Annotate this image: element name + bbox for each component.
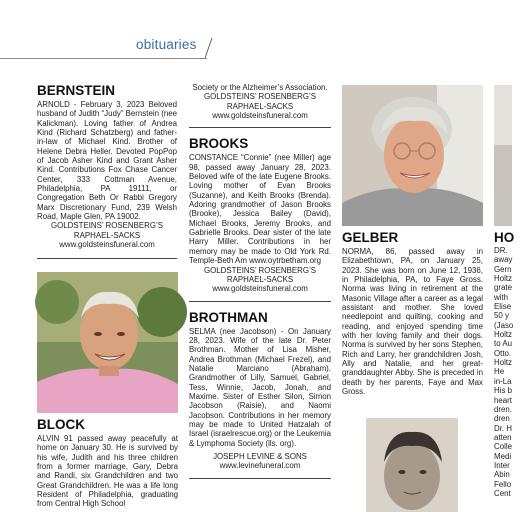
column-4-line: Elise: [494, 302, 512, 312]
column-4-line: Abin: [494, 470, 510, 480]
column-4-line: grate: [494, 283, 512, 293]
column-4: [494, 246, 524, 498]
obituary-divider: [189, 127, 331, 128]
obituary-text-brooks: CONSTANCE “Connie” (nee Miller) age 98, passed away January 28, 2023. Beloved wife of the late Eugene Brooks. Loving mother of Evan Brooks (Suzanne), and Keith Brooks (Brenda). Adoring grandmother of Jason Brooks (Brooke), Jessica Bailey (David), Michael Brooks, Jeremy Brooks, and Gabrielle Brooks. Dear sister of the late Harry Miller. Contributions in her memory may be made to Old York Rd. Temple-Beth Am www.oytrbetham.org: [189, 153, 331, 266]
column-4-line: (Jaso: [494, 320, 514, 330]
obituary-name-block: BLOCK: [37, 417, 85, 432]
column-4-line: Medi: [494, 451, 512, 461]
photo-block: [37, 272, 178, 413]
funeral-home-line1: GOLDSTEINS’ ROSENBERG’S: [51, 221, 163, 231]
column-1: [37, 84, 177, 268]
funeral-home-line2: RAPHAEL-SACKS: [73, 230, 141, 240]
column-4-line: Otto.: [494, 348, 512, 358]
column-4-line: Inter: [494, 460, 510, 470]
obituary-name-gelber: GELBER: [342, 230, 399, 245]
funeral-home-line1: GOLDSTEINS’ ROSENBERG’S: [204, 265, 316, 275]
column-4-line: Fello: [494, 479, 512, 489]
photo-gelber: [342, 85, 483, 226]
continued-text: Society or the Alzheimer’s Association.: [192, 83, 328, 92]
column-4-line: Holtz: [494, 274, 512, 284]
obituary-name-brothman: BROTHMAN: [189, 309, 268, 325]
column-4-line: heart: [494, 395, 512, 405]
obituary-text-brothman: SELMA (nee Jacobson) - On January 28, 2023. Wife of the late Dr. Peter Brothman. Mother of Lisa Misher, Andrea Brothman (Michael Frezel), and Natalie Marciano (Abraham). Grandmother of Lilly, Samuel, Gabriel, Tess, Winnie, Jacob, Jonah, and Maxime. Sister of Esther Silon, Simon Jacobson (Raisie), and Naomi Jacobson. Contributions in her memory may be made to United Hatzalah of Israel (israelrescue.org) or the Leukemia & Lymphoma Society (lls. org).: [189, 326, 331, 448]
obituary-divider: [189, 478, 331, 479]
obituary-divider: [37, 258, 177, 259]
column-4-line: atten: [494, 432, 512, 442]
column-3: [342, 231, 483, 397]
column-4-line: Gern: [494, 264, 512, 274]
funeral-home-website: www.goldsteinsfuneral.com: [212, 284, 308, 294]
column-4-line: in-La: [494, 376, 512, 386]
column-4-line: Colle: [494, 442, 512, 452]
photo-column-4: [494, 85, 512, 226]
funeral-home-line2: RAPHAEL-SACKS: [226, 101, 294, 111]
obituary-divider: [189, 301, 331, 302]
column-4-line: DR.: [494, 246, 508, 255]
column-4-line: Holtz: [494, 330, 512, 340]
obituary-name-holtz: HO: [494, 230, 515, 245]
column-4-line: to Au: [494, 339, 512, 349]
column-4-line: Cent: [494, 488, 511, 498]
section-slash-ornament: [202, 36, 214, 60]
column-4-line: Holtz: [494, 358, 512, 368]
column-4-line: dren: [494, 414, 510, 424]
column-4-line: dren.: [494, 404, 512, 414]
obituary-text-gelber: NORMA, 86, passed away in Elizabethtown, PA, on January 25, 2023. She was born on June 12, 1936, in Philadelphia, PA, to Faye Gross. Norma was living in retirement at the Masonic Village after a career as a legal assistant and mother. She loved needlepoint and quilting, cooking and reading, and enjoyed spending time with her loving family and their dogs. Norma is survived by her sons Stephen, Rich and Larry, her grandchildren Josh, Ally and Natalie, and her great-granddaughter Abby. She is preceded in death by her parents, Faye and Max Gross.: [342, 247, 483, 397]
column-4-line: away: [494, 255, 513, 265]
column-4-line: Dr. H: [494, 423, 512, 433]
funeral-home-website: www.levinefuneral.com: [219, 461, 301, 471]
obituary-text-bernstein: ARNOLD - February 3, 2023 Beloved husband of Judith “Judy” Bernstein (nee Kalickman). Loving father of Andrea Kind (Richard Schatzberg) and father-in-law of Michael Kind. Brother of Helene Debra Heller. Devoted PopPop of Jacob Asher Kind and Grant Asher Kind. Contributions Fox Chase Cancer Center, 333 Cottman Avenue, Philadelphia, PA 19111, or Congregation Beth Or Rabbi Gregory Marx Discretionary Fund, 239 Welsh Road, Maple Glen, PA 19002.: [37, 100, 177, 222]
column-4-line: His b: [494, 386, 512, 396]
funeral-home-name: JOSEPH LEVINE & SONS: [213, 452, 307, 461]
column-2: [189, 83, 331, 488]
header-rule: [0, 58, 207, 59]
obituary-name-bernstein: BERNSTEIN: [37, 83, 116, 98]
column-4-line: with: [494, 292, 509, 302]
funeral-home-website: www.goldsteinsfuneral.com: [212, 111, 308, 121]
obituary-name-brooks: BROOKS: [189, 136, 249, 152]
funeral-home-line2: RAPHAEL-SACKS: [226, 274, 294, 284]
photo-holtz: [366, 418, 458, 512]
funeral-home-website: www.goldsteinsfuneral.com: [59, 240, 155, 250]
column-1-lower: [37, 418, 178, 509]
funeral-home-line1: GOLDSTEINS’ ROSENBERG’S: [204, 92, 316, 102]
section-title: obituaries: [136, 37, 197, 52]
column-4-line: He: [494, 367, 505, 377]
column-4-line: 50 y: [494, 311, 509, 321]
obituary-text-block: ALVIN 91 passed away peacefully at home on January 30. He is survived by his wife, Judith and his three children from a former marriage, Gary, Debra and Randi, six Grandchildren and two Great Grandchildren. He was a life long Resident of Philadelphia, graduating from Central High School: [37, 434, 178, 509]
